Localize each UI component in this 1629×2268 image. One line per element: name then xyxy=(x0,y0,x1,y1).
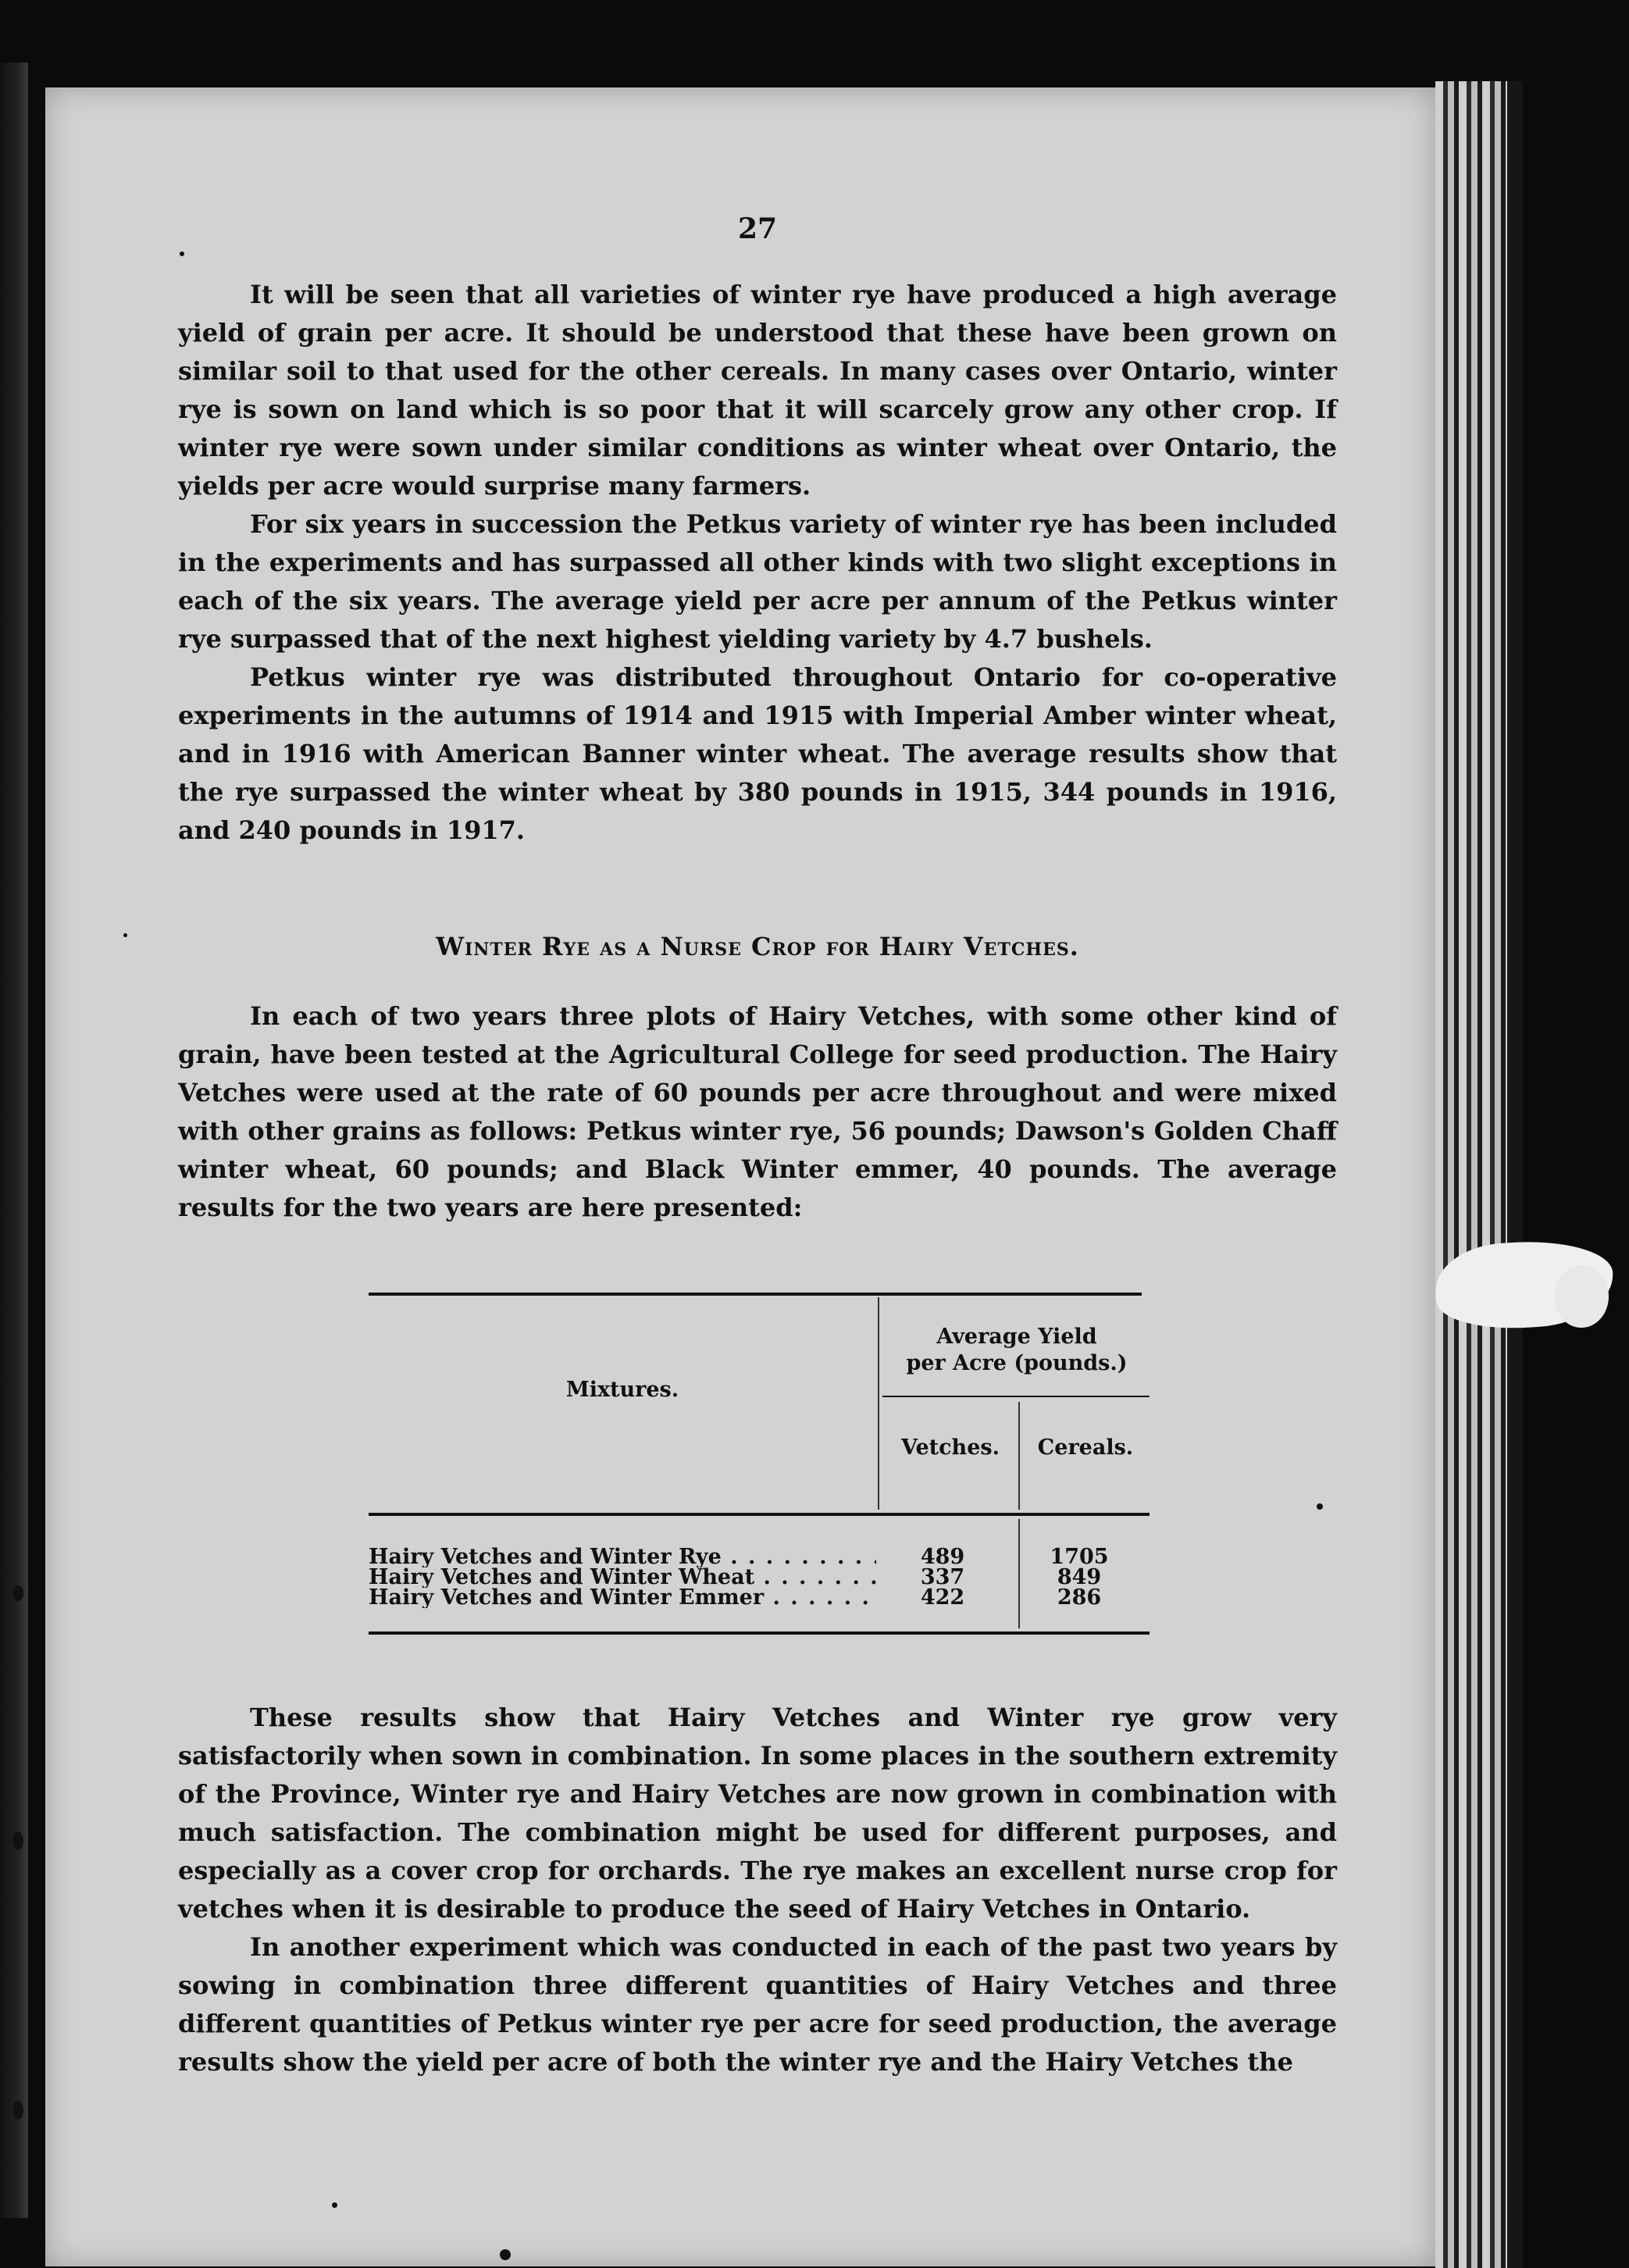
table-header-rule xyxy=(369,1513,1150,1516)
header-cereals: Cereals. xyxy=(1037,1435,1134,1460)
table-group-rule xyxy=(882,1396,1150,1397)
paragraph: In another experiment which was conducted in each of the past two years by sowing in combination three different quantities of Hairy Vetches and three different quantities of Petkus winter rye per acre for seed production, the average results show the yield per acre of both the winter rye and the Hairy Vetches the xyxy=(178,1932,1337,2077)
table-top-rule xyxy=(369,1293,1142,1296)
paper-tear-fragment xyxy=(1554,1265,1609,1328)
section-heading: Winter Rye as a Nurse Crop for Hairy Vetches. xyxy=(436,932,1079,961)
paragraph: It will be seen that all varieties of winter rye have produced a high average yield of grain per acre. It should be understood that these have been grown on similar soil to that used for the other cereals. In many cases over Ontario, winter rye is sown on land which is so poor that it will scarcely grow any other crop. If winter rye were sown under similar conditions as winter wheat over Ontario, the yields per acre would surprise many farmers. xyxy=(178,280,1337,501)
cereals-cell: 1705 xyxy=(1050,1545,1109,1569)
paragraph: For six years in succession the Petkus variety of winter rye has been included in the experiments and has surpassed all other kinds with two slight exceptions in each of the six years. The average yield per acre per annum of the Petkus winter rye surpassed that of the next highest yielding variety by 4.7 bushels. xyxy=(178,509,1337,654)
cereals-cell: 849 xyxy=(1057,1565,1102,1589)
table-column-divider xyxy=(878,1297,879,1510)
book-binding-left xyxy=(0,62,28,2218)
header-mixtures: Mixtures. xyxy=(565,1378,679,1402)
header-vetches: Vetches. xyxy=(901,1435,1000,1460)
paragraph: In each of two years three plots of Hairy Vetches, with some other kind of grain, have been tested at the Agricultural College for seed production. The Hairy Vetches were used at the rate of 60 pounds per acre throughout and were mixed with other grains as follows: Petkus winter rye, 56 pounds; Dawson's Golden Chaff winter wheat, 60 pounds; and Black Winter emmer, 40 pounds. The average results for the two years are here presented: xyxy=(178,1001,1337,1222)
vetches-cell: 422 xyxy=(920,1585,965,1610)
vetches-cell: 337 xyxy=(920,1565,965,1589)
mixture-cell: Hairy Vetches and Winter Wheat . . . xyxy=(369,1567,876,1588)
mixture-cell: Hairy Vetches and Winter Emmer . . . xyxy=(369,1588,876,1608)
vetches-cell: 489 xyxy=(920,1545,965,1569)
yield-table xyxy=(369,1293,1150,1636)
table-header xyxy=(369,1293,1150,1519)
page-edges-right xyxy=(1435,81,1507,2268)
header-average-yield: Average Yield xyxy=(936,1325,1097,1349)
table-body xyxy=(369,1519,1150,1636)
table-row xyxy=(369,1567,1150,1588)
table-row xyxy=(369,1547,1150,1567)
table-bottom-rule xyxy=(369,1631,1150,1635)
page-edges-shadow xyxy=(1507,81,1523,2268)
cereals-cell: 286 xyxy=(1057,1585,1102,1610)
paragraph: Petkus winter rye was distributed throughout Ontario for co-operative experiments in the autumns of 1914 and 1915 with Imperial Amber winter wheat, and in 1916 with American Banner winter wheat. The average results show that the rye surpassed the winter wheat by 380 pounds in 1915, 344 pounds in 1916, and 240 pounds in 1917. xyxy=(178,662,1337,845)
paragraph: These results show that Hairy Vetches and Winter rye grow very satisfactorily when sown in combination. In some places in the southern extremity of the Province, Winter rye and Hairy Vetches are now grown in combination with much satisfaction. The combination might be used for different purposes, and especially as a cover crop for orchards. The rye makes an excellent nurse crop for vetches when it is desirable to produce the seed of Hairy Vetches in Ontario. xyxy=(178,1703,1337,1924)
table-row xyxy=(369,1585,1150,1610)
page-content xyxy=(178,207,1337,2081)
header-per-acre: per Acre (pounds.) xyxy=(906,1351,1128,1375)
table-column-divider xyxy=(1018,1402,1020,1510)
page-number: 27 xyxy=(737,212,778,245)
mixture-cell: Hairy Vetches and Winter Rye . . . xyxy=(369,1547,876,1567)
